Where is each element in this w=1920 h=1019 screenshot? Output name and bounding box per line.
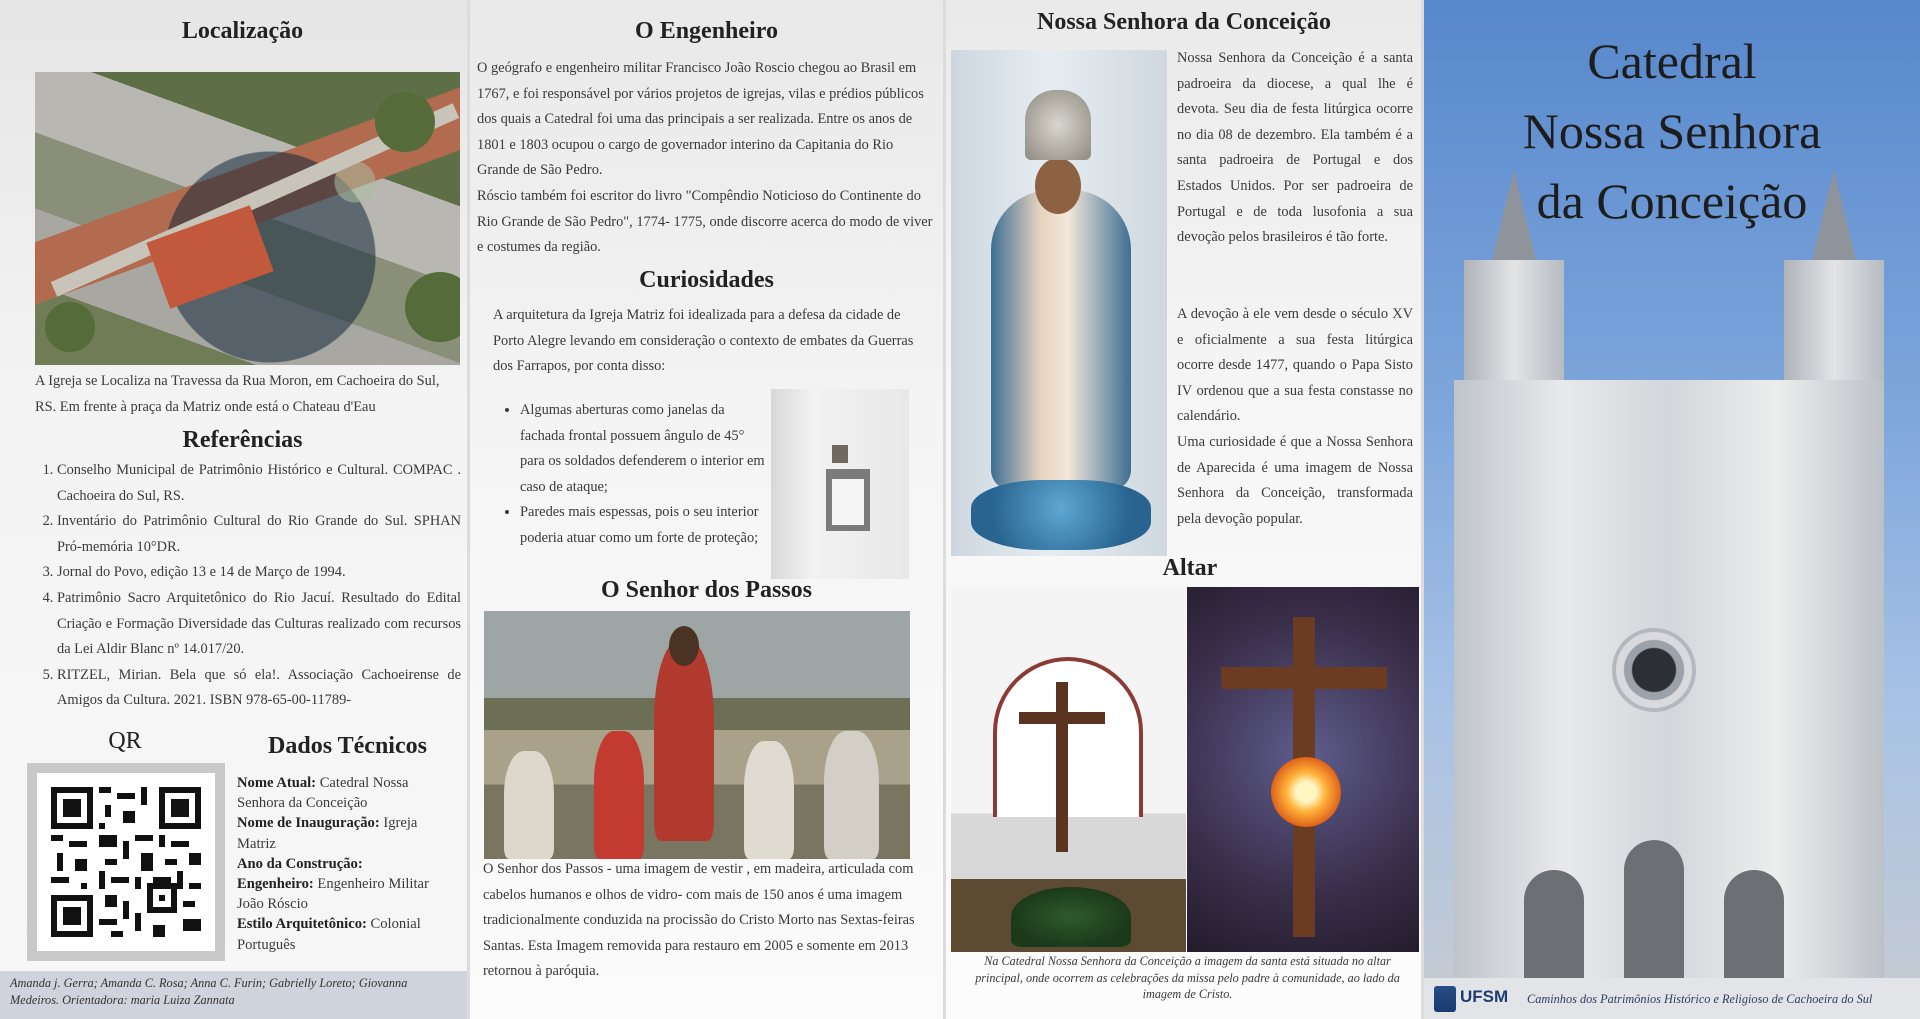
nossa-senhora-paragraph: A devoção à ele vem desde o século XV e oficialmente a sua festa litúrgica ocorre desde 1477, quando o Papa Sisto IV ordenou que a sua festa constasse no calendário. bbox=[1177, 306, 1413, 425]
localizacao-title: Localização bbox=[181, 18, 304, 44]
satellite-map-image bbox=[35, 72, 460, 365]
altar-photo-left bbox=[951, 587, 1186, 952]
panel-localizacao bbox=[0, 0, 467, 1019]
curiosidades-bullets bbox=[500, 398, 770, 552]
dados-row: Engenheiro: Engenheiro Militar João Róscio bbox=[237, 876, 429, 913]
engenheiro-title: O Engenheiro bbox=[635, 18, 778, 44]
dados-row: Nome Atual: Catedral Nossa Senhora da Conceição bbox=[237, 775, 409, 812]
dados-tecnicos-title: Dados Técnicos bbox=[268, 733, 427, 759]
curiosidades-intro: A arquitetura da Igreja Matriz foi idealizada para a defesa da cidade de Porto Alegre levando em consideração o contexto de embates da Guerras dos Farrapos, por conta disso: bbox=[493, 307, 914, 375]
dados-row: Ano da Construção: bbox=[237, 855, 363, 872]
cover-footer bbox=[1424, 978, 1920, 1019]
nossa-senhora-title: Nossa Senhora da Conceição bbox=[1036, 9, 1331, 35]
altar-caption: Na Catedral Nossa Senhora da Conceição a imagem da santa está situada no altar principal, onde ocorrem as celebrações da missa pelo padre à comunidade, ao lado da imagem de Cristo. bbox=[975, 954, 1400, 1001]
senhor-dos-passos-text: O Senhor dos Passos - uma imagem de vestir , em madeira, articulada com cabelos humanos e olhos de vidro- com mais de 150 anos é uma imagem tradicionalmente conduzida na procissão do Cristo Morto nas Sextas-feiras Santas. Esta Imagem removida para restauro em 2005 e somente em 2013 retornou à paróquia. bbox=[483, 861, 915, 980]
reference-item: 4. Patrimônio Sacro Arquitetônico do Rio Jacuí. Resultado do Edital Criação e Formação Diversidade das Culturas realizado com recursos da Lei Aldir Blanc nº 14.017/20. bbox=[57, 586, 461, 663]
footer-caption: Caminhos dos Patrimônios Histórico e Religioso de Cachoeira do Sul bbox=[1527, 992, 1873, 1006]
referencias-title: Referências bbox=[182, 427, 303, 453]
altar-photo-right bbox=[1187, 587, 1419, 952]
reference-item: 5. RITZEL, Mirian. Bela que só ela!. Associação Cachoeirense de Amigos da Cultura. 2021. ISBN 978-65-00-11789- bbox=[57, 663, 461, 714]
ufsm-logo-text: UFSM bbox=[1460, 987, 1509, 1006]
cover-title-line: Catedral bbox=[1587, 33, 1757, 89]
reference-item: 2. Inventário do Patrimônio Cultural do Rio Grande do Sul. SPHAN Pró-memória 10°DR. bbox=[57, 509, 461, 560]
bullet-item: • Paredes mais espessas, pois o seu interior poderia atuar como um forte de proteção; bbox=[520, 500, 770, 551]
curiosidades-title: Curiosidades bbox=[639, 267, 774, 293]
engenheiro-paragraph: Róscio também foi escritor do livro "Compêndio Noticioso do Continente do Rio Grande de São Pedro", 1774- 1775, onde discorre acerca do modo de viver e costumes da região. bbox=[477, 188, 933, 256]
nossa-senhora-paragraph: Nossa Senhora da Conceição é a santa padroeira da diocese, a qual lhe é devota. Seu dia de festa litúrgica ocorre no dia 08 de dezembro. Ela também é a santa padroeira de Portugal e dos Estados Unidos. Por ser padroeira de Portugal e de toda lusofonia a sua devoção pelos brasileiros é tão forte. bbox=[1177, 50, 1413, 246]
dados-row: Nome de Inauguração: Igreja Matriz bbox=[237, 815, 418, 852]
localizacao-text: A Igreja se Localiza na Travessa da Rua Moron, em Cachoeira do Sul, RS. Em frente à praça da Matriz onde está o Chateau d'Eau bbox=[35, 373, 440, 415]
reference-item: 3. Jornal do Povo, edição 13 e 14 de Março de 1994. bbox=[57, 560, 461, 586]
nossa-senhora-statue-photo bbox=[951, 50, 1167, 556]
altar-title: Altar bbox=[1162, 555, 1218, 581]
qr-title: QR bbox=[108, 728, 142, 754]
qr-code[interactable] bbox=[27, 763, 225, 961]
cover-title bbox=[1424, 26, 1920, 236]
reference-item: 1. Conselho Municipal de Patrimônio Histórico e Cultural. COMPAC . Cachoeira do Sul, RS. bbox=[57, 458, 461, 509]
engenheiro-paragraph: O geógrafo e engenheiro militar Francisco João Roscio chegou ao Brasil em 1767, e foi responsável por vários projetos de igrejas, vilas e prédios públicos dos quais a Catedral foi uma das principais a ser realizada. Entre os anos de 1801 e 1803 ocupou o cargo de governador interino da Capitania do Rio Grande de São Pedro. bbox=[477, 60, 924, 179]
qr-code-icon bbox=[51, 787, 201, 937]
facade-window-photo bbox=[771, 389, 909, 579]
senhor-dos-passos-photo bbox=[484, 611, 910, 859]
bullet-item: • Algumas aberturas como janelas da fachada frontal possuem ângulo de 45° para os soldados defenderem o interior em caso de ataque; bbox=[520, 398, 770, 500]
cover-title-line: da Conceição bbox=[1536, 173, 1808, 229]
cover-title-line: Nossa Senhora bbox=[1522, 103, 1822, 159]
dados-tecnicos-list bbox=[237, 773, 457, 955]
ufsm-logo-icon bbox=[1434, 986, 1456, 1012]
senhor-dos-passos-title: O Senhor dos Passos bbox=[601, 577, 812, 603]
references-list bbox=[39, 458, 461, 714]
panel-cover bbox=[1424, 0, 1920, 1019]
nossa-senhora-paragraph: Uma curiosidade é que a Nossa Senhora de Aparecida é uma imagem de Nossa Senhora da Conceição, transformada pela devoção popular. bbox=[1177, 434, 1413, 527]
dados-row: Estilo Arquitetônico: Colonial Português bbox=[237, 916, 421, 953]
authors-footer: Amanda j. Gerra; Amanda C. Rosa; Anna C. Furin; Gabrielly Loreto; Giovanna Medeiros. Orientadora: maria Luiza Zannata bbox=[0, 971, 467, 1019]
